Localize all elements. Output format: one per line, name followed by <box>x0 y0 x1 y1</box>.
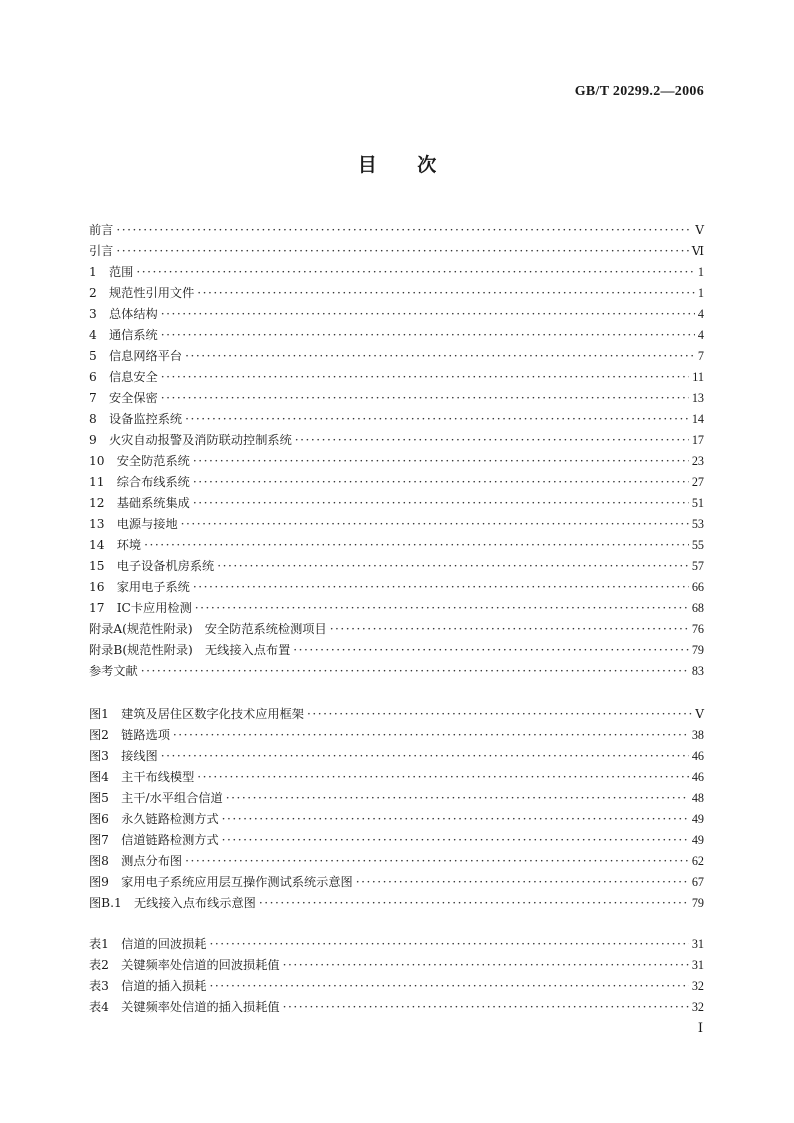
toc-entry-label: 引言 <box>89 244 114 258</box>
toc-entry-page: 51 <box>691 496 704 510</box>
toc-entry[interactable] <box>89 535 704 556</box>
toc-entry-label: 图6 永久链路检测方式 <box>89 812 219 826</box>
toc-entry[interactable] <box>89 598 704 619</box>
toc-dot-leader <box>197 767 689 788</box>
toc-entry-label: 5 信息网络平台 <box>89 349 183 363</box>
toc-entry[interactable] <box>89 283 704 304</box>
toc-entry[interactable] <box>89 640 704 661</box>
toc-entry-page: 32 <box>691 979 704 993</box>
toc-entry-label: 10 安全防范系统 <box>89 454 190 468</box>
toc-entry-page: 1 <box>697 286 704 300</box>
toc-entry[interactable] <box>89 409 704 430</box>
toc-dot-leader <box>222 809 689 830</box>
toc-dot-leader <box>144 535 689 556</box>
toc-dot-leader <box>283 955 689 976</box>
toc-entry-page: 67 <box>691 875 704 889</box>
toc-dot-leader <box>226 788 689 809</box>
toc-entry[interactable] <box>89 514 704 535</box>
toc-dot-leader <box>136 262 695 283</box>
toc-entry-page: Ⅴ <box>695 707 704 721</box>
toc-entry-label: 11 综合布线系统 <box>89 475 190 489</box>
toc-entry-label: 表2 关键频率处信道的回波损耗值 <box>89 958 280 972</box>
toc-entry-page: 31 <box>691 958 704 972</box>
toc-dot-leader <box>185 409 689 430</box>
toc-entry[interactable] <box>89 934 704 955</box>
toc-entry-page: 83 <box>691 664 704 678</box>
toc-dot-leader <box>193 577 689 598</box>
toc-entry-label: 图B.1 无线接入点布线示意图 <box>89 896 256 910</box>
toc-entry-page: 4 <box>697 307 704 321</box>
toc-entry-page: 46 <box>691 749 704 763</box>
toc-dot-leader <box>283 997 689 1018</box>
toc-entry[interactable] <box>89 830 704 851</box>
toc-dot-leader <box>185 346 695 367</box>
toc-entry[interactable] <box>89 577 704 598</box>
toc-entry-label: 17 IC卡应用检测 <box>89 601 192 615</box>
toc-entry[interactable] <box>89 220 704 241</box>
toc-entry[interactable] <box>89 976 704 997</box>
toc-dot-leader <box>209 934 688 955</box>
toc-entry-label: 图3 接线图 <box>89 749 158 763</box>
toc-entry-label: 12 基础系统集成 <box>89 496 190 510</box>
toc-figures <box>89 704 704 914</box>
toc-dot-leader <box>161 325 695 346</box>
toc-entry[interactable] <box>89 367 704 388</box>
toc-entry-page: 79 <box>691 896 704 910</box>
toc-entry[interactable] <box>89 325 704 346</box>
toc-dot-leader <box>330 619 689 640</box>
toc-entry-page: 57 <box>691 559 704 573</box>
toc-dot-leader <box>193 493 689 514</box>
toc-entry-page: 1 <box>697 265 704 279</box>
toc-entry-label: 图5 主干/水平组合信道 <box>89 791 223 805</box>
toc-entry-page: 23 <box>691 454 704 468</box>
toc-entry-page: 79 <box>691 643 704 657</box>
toc-dot-leader <box>293 640 689 661</box>
toc-entry-label: 前言 <box>89 223 114 237</box>
toc-entry[interactable] <box>89 955 704 976</box>
toc-dot-leader <box>161 367 690 388</box>
toc-entry[interactable] <box>89 346 704 367</box>
toc-dot-leader <box>185 851 689 872</box>
toc-entry[interactable] <box>89 872 704 893</box>
toc-entry-label: 表1 信道的回波损耗 <box>89 937 207 951</box>
toc-entry-page: 7 <box>697 349 704 363</box>
toc-dot-leader <box>197 283 695 304</box>
toc-entry-page: 27 <box>691 475 704 489</box>
toc-entry-page: 31 <box>691 937 704 951</box>
toc-entry-label: 14 环境 <box>89 538 142 552</box>
toc-dot-leader <box>356 872 689 893</box>
toc-entry[interactable] <box>89 388 704 409</box>
page-title: 目 次 <box>357 154 437 176</box>
toc-entry-label: 图8 测点分布图 <box>89 854 183 868</box>
toc-dot-leader <box>217 556 689 577</box>
toc-entry-label: 图7 信道链路检测方式 <box>89 833 219 847</box>
toc-dot-leader <box>173 725 689 746</box>
toc-entry[interactable] <box>89 767 704 788</box>
toc-entry-label: 表4 关键频率处信道的插入损耗值 <box>89 1000 280 1014</box>
toc-entry-label: 图2 链路选项 <box>89 728 170 742</box>
toc-dot-leader <box>116 241 688 262</box>
toc-entry[interactable] <box>89 619 704 640</box>
toc-entry-page: 11 <box>692 370 704 384</box>
toc-entry-label: 1 范围 <box>89 265 134 279</box>
page-number: Ⅰ <box>697 1020 703 1035</box>
toc-dot-leader <box>161 746 689 767</box>
toc-entry[interactable] <box>89 893 704 914</box>
toc-entry-page: 53 <box>691 517 704 531</box>
toc-entry-label: 9 火灾自动报警及消防联动控制系统 <box>89 433 292 447</box>
toc-entry[interactable] <box>89 556 704 577</box>
toc-entry-label: 图4 主干布线模型 <box>89 770 195 784</box>
toc-entry[interactable] <box>89 788 704 809</box>
toc-entry[interactable] <box>89 262 704 283</box>
toc-entry-label: 附录B(规范性附录) 无线接入点布置 <box>89 643 291 657</box>
toc-dot-leader <box>307 704 692 725</box>
toc-entry-page: 66 <box>691 580 704 594</box>
toc-entry-label: 7 安全保密 <box>89 391 158 405</box>
toc-dot-leader <box>195 598 689 619</box>
toc-entry-page: 49 <box>691 833 704 847</box>
toc-entry[interactable] <box>89 997 704 1018</box>
toc-entry-label: 图9 家用电子系统应用层互操作测试系统示意图 <box>89 875 353 889</box>
toc-entry[interactable] <box>89 851 704 872</box>
toc-entry[interactable] <box>89 304 704 325</box>
toc-dot-leader <box>161 388 689 409</box>
toc-entry-page: 14 <box>691 412 704 426</box>
toc-entry-page: 17 <box>691 433 704 447</box>
toc-entry-page: 48 <box>691 791 704 805</box>
toc-sections <box>89 220 704 682</box>
toc-dot-leader <box>141 661 689 682</box>
toc-dot-leader <box>181 514 689 535</box>
toc-entry-page: 4 <box>697 328 704 342</box>
toc-entry[interactable] <box>89 241 704 262</box>
toc-dot-leader <box>193 472 689 493</box>
toc-dot-leader <box>222 830 689 851</box>
toc-entry-page: 62 <box>691 854 704 868</box>
toc-dot-leader <box>116 220 692 241</box>
toc-entry-page: 38 <box>691 728 704 742</box>
toc-entry-page: 32 <box>691 1000 704 1014</box>
toc-entry-page: 13 <box>691 391 704 405</box>
toc-entry-page: Ⅴ <box>695 223 704 237</box>
toc-entry[interactable] <box>89 493 704 514</box>
toc-entry-label: 2 规范性引用文件 <box>89 286 195 300</box>
toc-entry[interactable] <box>89 661 704 682</box>
toc-entry-label: 附录A(规范性附录) 安全防范系统检测项目 <box>89 622 327 636</box>
toc-entry-label: 16 家用电子系统 <box>89 580 190 594</box>
toc-entry[interactable] <box>89 451 704 472</box>
toc-entry[interactable] <box>89 430 704 451</box>
toc-entry-page: 55 <box>691 538 704 552</box>
toc-entry-label: 13 电源与接地 <box>89 517 178 531</box>
toc-entry-label: 4 通信系统 <box>89 328 158 342</box>
toc-entry-page: 76 <box>691 622 704 636</box>
toc-dot-leader <box>193 451 689 472</box>
toc-entry[interactable] <box>89 472 704 493</box>
toc-entry-label: 8 设备监控系统 <box>89 412 183 426</box>
toc-entry[interactable] <box>89 725 704 746</box>
toc-entry-page: 68 <box>691 601 704 615</box>
toc-entry[interactable] <box>89 746 704 767</box>
toc-entry-label: 6 信息安全 <box>89 370 158 384</box>
toc-dot-leader <box>161 304 695 325</box>
toc-entry-label: 表3 信道的插入损耗 <box>89 979 207 993</box>
toc-entry[interactable] <box>89 704 704 725</box>
toc-entry-label: 3 总体结构 <box>89 307 158 321</box>
toc-entry-label: 参考文献 <box>89 664 138 678</box>
toc-tables <box>89 934 704 1018</box>
toc-entry[interactable] <box>89 809 704 830</box>
toc-dot-leader <box>295 430 689 451</box>
standard-code: GB/T 20299.2—2006 <box>574 84 704 99</box>
toc-dot-leader <box>259 893 689 914</box>
toc-entry-page: 46 <box>691 770 704 784</box>
toc-entry-page: 49 <box>691 812 704 826</box>
toc-entry-label: 图1 建筑及居住区数字化技术应用框架 <box>89 707 304 721</box>
toc-entry-page: Ⅵ <box>691 244 704 258</box>
toc-entry-label: 15 电子设备机房系统 <box>89 559 215 573</box>
toc-dot-leader <box>209 976 688 997</box>
